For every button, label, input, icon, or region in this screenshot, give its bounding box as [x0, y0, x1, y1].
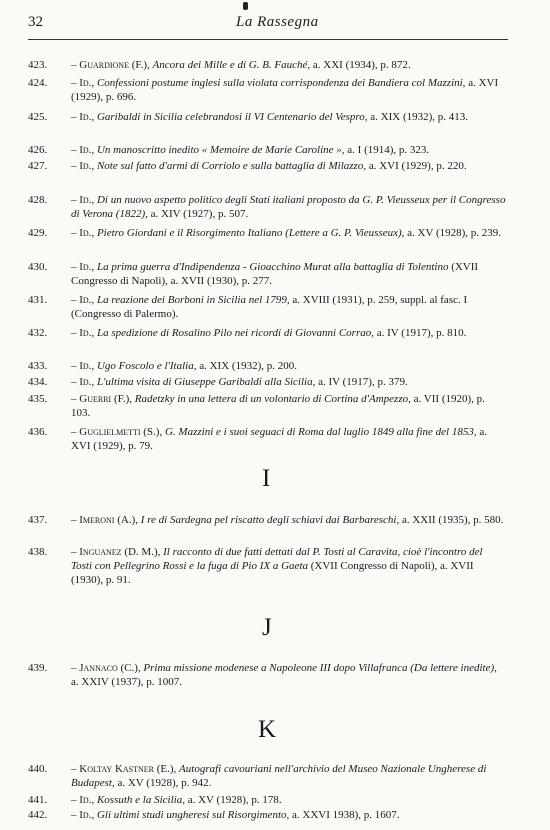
bibliography-entry: 440. – Koltay Kastner (E.), Autografi cavouriani nell'archivio del Museo Nazionale Ungherese di Budapest, a. XV (1928), p. 942.	[28, 763, 487, 789]
entry-author: Id.,	[79, 77, 95, 89]
entry-number: 438.	[28, 546, 48, 558]
entry-number: 431.	[28, 294, 48, 306]
entry-author: Id.,	[79, 809, 95, 821]
entry-number: 425.	[28, 111, 48, 123]
entry-author: Guglielmetti (S.),	[79, 426, 163, 438]
entry-publication: a. XV (1928), p. 178.	[187, 794, 282, 806]
entry-title: Garibaldi in Sicilia celebrandosi il VI Centenario del Vespro,	[96, 111, 368, 123]
entry-number: 427.	[28, 160, 48, 172]
entry-number: 434.	[28, 376, 48, 388]
entry-author: Id.,	[79, 144, 95, 156]
entry-title: Pietro Giordani e il Risorgimento Italiano (Lettere a G. P. Vieusseux),	[96, 227, 405, 239]
header-rule	[28, 39, 508, 40]
entry-title: Prima missione modenese a Napoleone III dopo Villafranca (Da lettere inedite),	[143, 662, 497, 674]
entry-title: Ugo Foscolo e l'Italia,	[96, 360, 197, 372]
section-letter-j: J	[262, 614, 272, 641]
entry-number: 429.	[28, 227, 48, 239]
entry-title: Radetzky in una lettera di un volontario di Cortina d'Ampezzo,	[134, 393, 411, 405]
entry-number: 432.	[28, 327, 48, 339]
bibliography-entry: 424. – Id., Confessioni postume inglesi sulla violata corrispondenza dei Bandiera col Mazzini, a. XVI (1929), p. 696.	[28, 77, 499, 103]
entry-number: 436.	[28, 426, 48, 438]
bibliography-entry: 436. – Guglielmetti (S.), G. Mazzini e i suoi seguaci di Roma dal luglio 1849 alla fine del 1853, a. XVI (1929), p. 79.	[28, 426, 488, 452]
entry-title: L'ultima visita di Giuseppe Garibaldi alla Sicilia,	[96, 376, 316, 388]
entry-publication: a. XIX (1932), p. 413.	[370, 111, 469, 123]
entry-title: I re di Sardegna pel riscatto degli schiavi dai Barbareschi,	[140, 514, 400, 526]
ink-spot	[243, 2, 248, 10]
bibliography-entry: 442. – Id., Gli ultimi studi ungheresi sul Risorgimento, a. XXVI 1938), p. 1607.	[28, 809, 400, 821]
section-letter-i: I	[262, 465, 271, 492]
entry-author: Id.,	[79, 327, 95, 339]
entry-publication: (XVII Congresso di Napoli), a. XVII (1930), p. 277.	[71, 261, 479, 287]
bibliography-entry: 429. – Id., Pietro Giordani e il Risorgimento Italiano (Lettere a G. P. Vieusseux), a. XV (1928), p. 239.	[28, 227, 502, 239]
entry-author: Id.,	[79, 794, 95, 806]
entry-author: Guardione (F.),	[79, 59, 150, 71]
entry-publication: a. XVI (1929), p. 696.	[71, 77, 499, 103]
entry-publication: a. XIV (1927), p. 507.	[150, 208, 249, 220]
bibliography-entry: 438. – Inguanez (D. M.), Il racconto di due fatti dettati dal P. Tosti al Caravita, cioè l'incontro del Tosti con Pellegrino Rossi e la fuga di Pio IX a Gaeta (XVII Congresso di Napoli), a. XVII (1930), p. 91.	[28, 546, 483, 586]
entry-number: 439.	[28, 662, 48, 674]
entry-author: Jannaco (C.),	[79, 662, 141, 674]
entry-author: Guerri (F.),	[79, 393, 133, 405]
entry-author: Id.,	[79, 261, 95, 273]
bibliography-entry: 425. – Id., Garibaldi in Sicilia celebrandosi il VI Centenario del Vespro, a. XIX (1932), p. 413.	[28, 111, 469, 123]
entry-number: 423.	[28, 59, 48, 71]
entry-title: Ancora dei Mille e di G. B. Fauché,	[152, 59, 311, 71]
entry-title: La reazione dei Borboni in Sicilia nel 1799,	[96, 294, 290, 306]
page-number: 32	[28, 14, 43, 30]
entry-publication: a. XXVI 1938), p. 1607.	[292, 809, 400, 821]
entry-publication: a. XXII (1935), p. 580.	[401, 514, 504, 526]
entry-publication: a. XV (1928), p. 239.	[407, 227, 502, 239]
bibliography-entry: 423. – Guardione (F.), Ancora dei Mille e di G. B. Fauché, a. XXI (1934), p. 872.	[28, 59, 411, 71]
entry-number: 433.	[28, 360, 48, 372]
entry-author: Id.,	[79, 294, 95, 306]
bibliography-entry: 433. – Id., Ugo Foscolo e l'Italia, a. XIX (1932), p. 200.	[28, 360, 297, 372]
entry-title: G. Mazzini e i suoi seguaci di Roma dal luglio 1849 alla fine del 1853,	[164, 426, 477, 438]
entry-number: 437.	[28, 514, 48, 526]
running-head	[28, 14, 510, 34]
entry-publication: (XVII Congresso di Napoli), a. XVII (1930), p. 91.	[71, 560, 474, 586]
bibliography-entry: 432. – Id., La spedizione di Rosalino Pilo nei ricordi di Giovanni Corrao, a. IV (1917), p. 810.	[28, 327, 467, 339]
entry-publication: a. XV (1928), p. 942.	[117, 777, 212, 789]
entry-publication: a. VII (1920), p. 103.	[71, 393, 485, 419]
entry-title: Di un nuovo aspetto politico degli Stati italiani proposto da G. P. Vieusseux per il Congresso di Verona (1822),	[71, 194, 506, 220]
section-letter-k: K	[258, 716, 277, 743]
bibliography-entry: 428. – Id., Di un nuovo aspetto politico degli Stati italiani proposto da G. P. Vieusseux per il Congresso di Verona (1822), a. XIV (1927), p. 507.	[28, 194, 506, 220]
entry-author: Id.,	[79, 160, 95, 172]
entry-title: Un manoscritto inedito « Memoire de Marie Caroline »,	[96, 144, 345, 156]
entry-author: Id.,	[79, 376, 95, 388]
entry-publication: a. XXIV (1937), p. 1007.	[71, 676, 183, 688]
entry-author: Id.,	[79, 360, 95, 372]
entry-author: Id.,	[79, 194, 95, 206]
bibliography-entry: 441. – Id., Kossuth e la Sicilia, a. XV (1928), p. 178.	[28, 794, 282, 806]
bibliography-entry: 431. – Id., La reazione dei Borboni in Sicilia nel 1799, a. XVIII (1931), p. 259, suppl. al fasc. I (Congresso di Palermo).	[28, 294, 468, 320]
entry-author: Inguanez (D. M.),	[79, 546, 161, 558]
entry-title: Confessioni postume inglesi sulla violata corrispondenza dei Bandiera col Mazzini,	[96, 77, 466, 89]
entry-publication: a. XXI (1934), p. 872.	[312, 59, 411, 71]
entry-author: Koltay Kastner (E.),	[79, 763, 177, 775]
entry-title: Note sul fatto d'armi di Corriolo e sulla battaglia di Milazzo,	[96, 160, 367, 172]
entry-number: 440.	[28, 763, 48, 775]
bibliography-entry: 426. – Id., Un manoscritto inedito « Memoire de Marie Caroline », a. I (1914), p. 323.	[28, 144, 430, 156]
entry-author: Id.,	[79, 111, 95, 123]
entry-number: 428.	[28, 194, 48, 206]
entry-publication: a. IV (1917), p. 379.	[318, 376, 408, 388]
entry-number: 424.	[28, 77, 48, 89]
entry-title: Autografi cavouriani nell'archivio del Museo Nazionale Ungherese di Budapest,	[71, 763, 487, 789]
entry-title: La prima guerra d'Indipendenza - Gioacchino Murat alla battaglia di Tolentino	[96, 261, 449, 273]
entry-number: 441.	[28, 794, 48, 806]
bibliography-entry: 434. – Id., L'ultima visita di Giuseppe Garibaldi alla Sicilia, a. IV (1917), p. 379.	[28, 376, 408, 388]
entry-number: 435.	[28, 393, 48, 405]
entry-author: Id.,	[79, 227, 95, 239]
entry-title: Gli ultimi studi ungheresi sul Risorgimento,	[96, 809, 290, 821]
entry-publication: a. IV (1917), p. 810.	[376, 327, 467, 339]
entry-publication: a. XVI (1929), p. 79.	[71, 426, 488, 452]
entry-title: Il racconto di due fatti dettati dal P. Tosti al Caravita, cioè l'incontro del Tosti con Pellegrino Rossi e la fuga di Pio IX a Gaeta	[71, 546, 483, 572]
entry-publication: a. I (1914), p. 323.	[347, 144, 430, 156]
journal-title: La Rassegna	[236, 14, 319, 30]
entry-number: 426.	[28, 144, 48, 156]
entry-title: Kossuth e la Sicilia,	[96, 794, 185, 806]
entry-number: 442.	[28, 809, 48, 821]
bibliography-entry: 430. – Id., La prima guerra d'Indipendenza - Gioacchino Murat alla battaglia di Tolentino (XVII Congresso di Napoli), a. XVII (1930), p. 277.	[28, 261, 479, 287]
bibliography-entry: 439. – Jannaco (C.), Prima missione modenese a Napoleone III dopo Villafranca (Da lettere inedite), a. XXIV (1937), p. 1007.	[28, 662, 497, 688]
bibliography-entry: 437. – Imeroni (A.), I re di Sardegna pel riscatto degli schiavi dai Barbareschi, a. XXII (1935), p. 580.	[28, 514, 504, 526]
entry-publication: a. XVIII (1931), p. 259, suppl. al fasc. I (Congresso di Palermo).	[71, 294, 468, 320]
entry-number: 430.	[28, 261, 48, 273]
entry-author: Imeroni (A.),	[79, 514, 138, 526]
bibliography-entry: 435. – Guerri (F.), Radetzky in una lettera di un volontario di Cortina d'Ampezzo, a. VII (1920), p. 103.	[28, 393, 485, 419]
entry-publication: a. XIX (1932), p. 200.	[199, 360, 297, 372]
entry-publication: a. XVI (1929), p. 220.	[368, 160, 467, 172]
bibliography-entry: 427. – Id., Note sul fatto d'armi di Corriolo e sulla battaglia di Milazzo, a. XVI (1929), p. 220.	[28, 160, 467, 172]
entry-title: La spedizione di Rosalino Pilo nei ricordi di Giovanni Corrao,	[96, 327, 374, 339]
